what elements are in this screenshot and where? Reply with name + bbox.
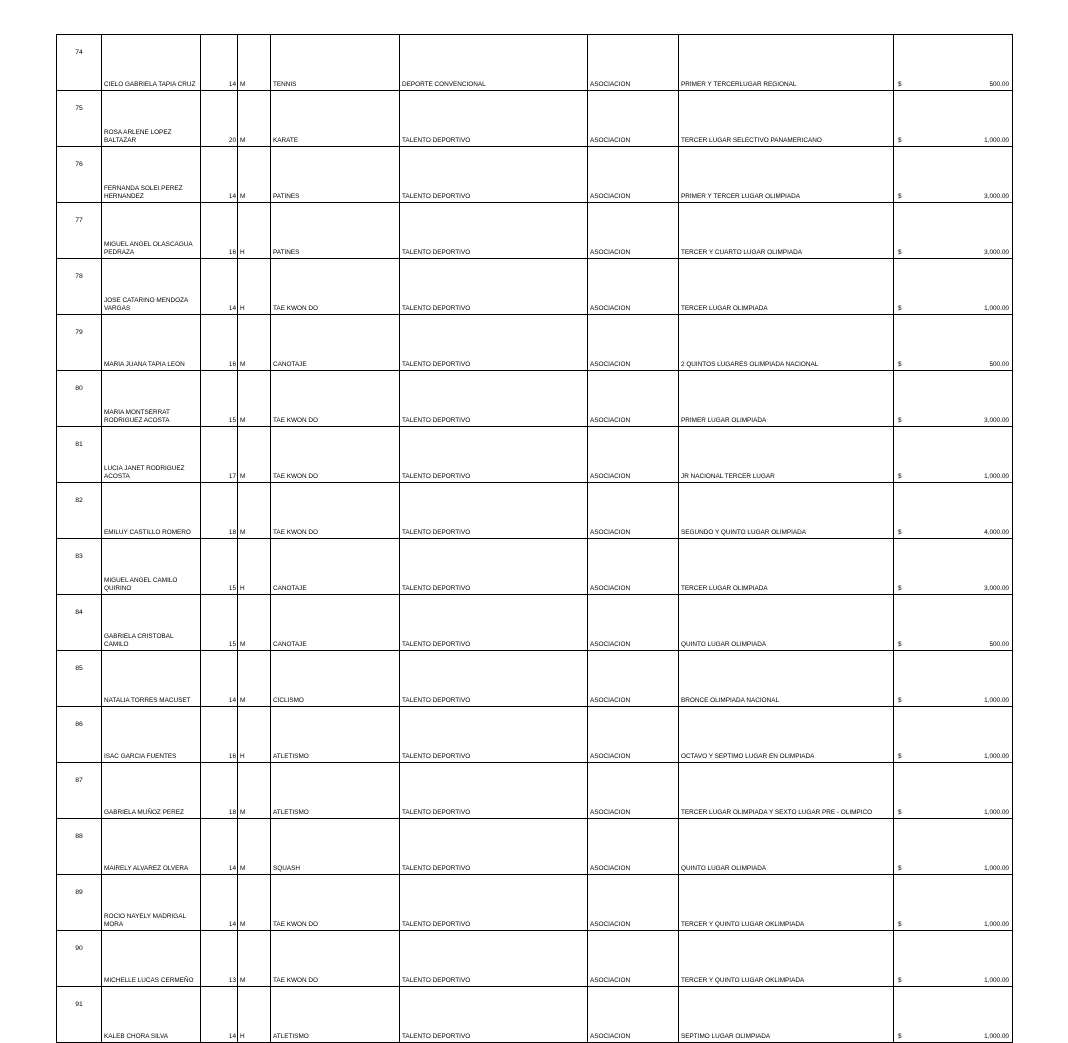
support-category: TALENTO DEPORTIVO (400, 203, 588, 259)
support-category: TALENTO DEPORTIVO (400, 539, 588, 595)
entity-type: ASOCIACION (588, 315, 679, 371)
sport-name: CANOTAJE (271, 539, 400, 595)
athlete-support-sheet (56, 34, 1012, 1043)
achievement-text: SEGUNDO Y QUINTO LUGAR OLIMPIADA (679, 483, 894, 539)
amount-value: 3,000.00 (984, 584, 1009, 592)
sport-name: PATINES (271, 147, 400, 203)
athlete-sex: H (238, 707, 271, 763)
athlete-sex: M (238, 651, 271, 707)
row-number: 78 (57, 259, 102, 315)
entity-type: ASOCIACION (588, 651, 679, 707)
entity-type: ASOCIACION (588, 931, 679, 987)
entity-type: ASOCIACION (588, 147, 679, 203)
row-number: 81 (57, 427, 102, 483)
athlete-age: 15 (201, 539, 238, 595)
athlete-age: 14 (201, 819, 238, 875)
athlete-sex: H (238, 259, 271, 315)
amount-value: 500.00 (989, 640, 1009, 648)
amount-value: 1,000.00 (984, 472, 1009, 480)
amount-cell (894, 819, 1013, 875)
athlete-sex: M (238, 371, 271, 427)
currency-symbol: $ (898, 640, 902, 648)
amount-cell (894, 875, 1013, 931)
entity-type: ASOCIACION (588, 203, 679, 259)
sport-name: SQUASH (271, 819, 400, 875)
athlete-age: 14 (201, 35, 238, 91)
amount-cell (894, 931, 1013, 987)
currency-symbol: $ (898, 136, 902, 144)
row-number: 88 (57, 819, 102, 875)
amount-value: 1,000.00 (984, 304, 1009, 312)
sport-name: TAE KWON DO (271, 483, 400, 539)
currency-symbol: $ (898, 192, 902, 200)
sport-name: TAE KWON DO (271, 931, 400, 987)
athlete-age: 15 (201, 371, 238, 427)
athlete-name: EMILUY CASTILLO ROMERO (102, 483, 201, 539)
achievement-text: OCTAVO Y SEPTIMO LUGAR EN OLIMPIADA (679, 707, 894, 763)
athlete-age: 16 (201, 315, 238, 371)
athlete-sex: M (238, 35, 271, 91)
athlete-name: CIELO GABRIELA TAPIA CRUZ (102, 35, 201, 91)
athlete-age: 14 (201, 875, 238, 931)
sport-name: TENNIS (271, 35, 400, 91)
table-row (57, 595, 1013, 651)
athlete-age: 16 (201, 203, 238, 259)
entity-type: ASOCIACION (588, 707, 679, 763)
sport-name: ATLETISMO (271, 763, 400, 819)
amount-value: 1,000.00 (984, 136, 1009, 144)
athlete-age: 14 (201, 651, 238, 707)
athlete-name: GABRIELA MUÑOZ PEREZ (102, 763, 201, 819)
amount-value: 3,000.00 (984, 248, 1009, 256)
entity-type: ASOCIACION (588, 595, 679, 651)
table-row (57, 203, 1013, 259)
entity-type: ASOCIACION (588, 875, 679, 931)
sport-name: CANOTAJE (271, 595, 400, 651)
athlete-age: 16 (201, 707, 238, 763)
amount-value: 3,000.00 (984, 192, 1009, 200)
amount-value: 500.00 (989, 360, 1009, 368)
currency-symbol: $ (898, 1032, 902, 1040)
sport-name: CANOTAJE (271, 315, 400, 371)
athlete-sex: M (238, 931, 271, 987)
amount-cell (894, 203, 1013, 259)
entity-type: ASOCIACION (588, 259, 679, 315)
currency-symbol: $ (898, 416, 902, 424)
achievement-text: PRIMER Y TERCER LUGAR OLIMPIADA (679, 147, 894, 203)
table-row (57, 763, 1013, 819)
sport-name: KARATE (271, 91, 400, 147)
amount-cell (894, 371, 1013, 427)
athlete-age: 14 (201, 987, 238, 1043)
table-row (57, 987, 1013, 1043)
achievement-text: BRONCE OLIMPIADA NACIONAL (679, 651, 894, 707)
table-row (57, 259, 1013, 315)
athlete-name: JOSE CATARINO MENDOZA VARGAS (102, 259, 201, 315)
entity-type: ASOCIACION (588, 763, 679, 819)
support-category: TALENTO DEPORTIVO (400, 987, 588, 1043)
athlete-sex: M (238, 819, 271, 875)
currency-symbol: $ (898, 248, 902, 256)
athlete-age: 18 (201, 763, 238, 819)
amount-cell (894, 147, 1013, 203)
athlete-age: 14 (201, 259, 238, 315)
row-number: 84 (57, 595, 102, 651)
amount-cell (894, 427, 1013, 483)
support-category: TALENTO DEPORTIVO (400, 315, 588, 371)
achievement-text: 2 QUINTOS LUGARES OLIMPIADA NACIONAL (679, 315, 894, 371)
athlete-sex: M (238, 763, 271, 819)
athlete-name: LUCIA JANET RODRIGUEZ ACOSTA (102, 427, 201, 483)
athlete-age: 20 (201, 91, 238, 147)
amount-cell (894, 595, 1013, 651)
row-number: 82 (57, 483, 102, 539)
amount-cell (894, 707, 1013, 763)
support-category: TALENTO DEPORTIVO (400, 931, 588, 987)
athlete-name: MARIA MONTSERRAT RODRIGUEZ ACOSTA (102, 371, 201, 427)
support-category: TALENTO DEPORTIVO (400, 707, 588, 763)
currency-symbol: $ (898, 752, 902, 760)
athlete-name: ROCIO NAYELY MADRIGAL MORA (102, 875, 201, 931)
amount-value: 1,000.00 (984, 976, 1009, 984)
athlete-name: ISAC GARCIA FUENTES (102, 707, 201, 763)
achievement-text: JR NACIONAL TERCER LUGAR (679, 427, 894, 483)
amount-cell (894, 259, 1013, 315)
athlete-age: 17 (201, 427, 238, 483)
amount-value: 1,000.00 (984, 864, 1009, 872)
sport-name: TAE KWON DO (271, 875, 400, 931)
amount-value: 1,000.00 (984, 696, 1009, 704)
athlete-age: 18 (201, 483, 238, 539)
currency-symbol: $ (898, 808, 902, 816)
entity-type: ASOCIACION (588, 819, 679, 875)
entity-type: ASOCIACION (588, 35, 679, 91)
athlete-table (56, 34, 1013, 1043)
amount-value: 1,000.00 (984, 920, 1009, 928)
achievement-text: TERCER LUGAR SELECTIVO PANAMERICANO (679, 91, 894, 147)
sport-name: TAE KWON DO (271, 371, 400, 427)
amount-value: 4,000.00 (984, 528, 1009, 536)
amount-cell (894, 763, 1013, 819)
athlete-age: 15 (201, 595, 238, 651)
sport-name: TAE KWON DO (271, 427, 400, 483)
table-row (57, 315, 1013, 371)
amount-value: 500.00 (989, 80, 1009, 88)
athlete-name: ROSA ARLENE LOPEZ BALTAZAR (102, 91, 201, 147)
athlete-age: 14 (201, 147, 238, 203)
amount-cell (894, 35, 1013, 91)
athlete-name: MARIA JUANA TAPIA LEON (102, 315, 201, 371)
athlete-sex: M (238, 595, 271, 651)
athlete-name: MAIRELY ALVAREZ OLVERA (102, 819, 201, 875)
table-row (57, 483, 1013, 539)
row-number: 90 (57, 931, 102, 987)
athlete-name: GABRIELA CRISTOBAL CAMILO (102, 595, 201, 651)
table-row (57, 147, 1013, 203)
entity-type: ASOCIACION (588, 427, 679, 483)
athlete-name: MIGUEL ANGEL CAMILO QUIRINO (102, 539, 201, 595)
support-category: DEPORTE CONVENCIONAL (400, 35, 588, 91)
athlete-sex: M (238, 315, 271, 371)
table-row (57, 931, 1013, 987)
table-row (57, 651, 1013, 707)
row-number: 77 (57, 203, 102, 259)
athlete-sex: M (238, 427, 271, 483)
row-number: 89 (57, 875, 102, 931)
amount-value: 1,000.00 (984, 808, 1009, 816)
support-category: TALENTO DEPORTIVO (400, 427, 588, 483)
athlete-sex: M (238, 91, 271, 147)
sport-name: ATLETISMO (271, 987, 400, 1043)
table-body (57, 35, 1013, 1043)
sport-name: CICLISMO (271, 651, 400, 707)
achievement-text: QUINTO LUGAR OLIMPIADA (679, 819, 894, 875)
amount-value: 3,000.00 (984, 416, 1009, 424)
achievement-text: TERCER LUGAR OLIMPIADA (679, 259, 894, 315)
entity-type: ASOCIACION (588, 483, 679, 539)
entity-type: ASOCIACION (588, 987, 679, 1043)
row-number: 83 (57, 539, 102, 595)
support-category: TALENTO DEPORTIVO (400, 259, 588, 315)
achievement-text: PRIMER LUGAR OLIMPIADA (679, 371, 894, 427)
row-number: 79 (57, 315, 102, 371)
currency-symbol: $ (898, 472, 902, 480)
currency-symbol: $ (898, 920, 902, 928)
amount-cell (894, 987, 1013, 1043)
support-category: TALENTO DEPORTIVO (400, 651, 588, 707)
table-row (57, 819, 1013, 875)
table-row (57, 539, 1013, 595)
athlete-sex: H (238, 203, 271, 259)
athlete-sex: M (238, 875, 271, 931)
table-row (57, 35, 1013, 91)
achievement-text: TERCER Y QUINTO LUGAR OKLIMPIADA (679, 875, 894, 931)
support-category: TALENTO DEPORTIVO (400, 595, 588, 651)
achievement-text: QUINTO LUGAR OLIMPIADA (679, 595, 894, 651)
entity-type: ASOCIACION (588, 371, 679, 427)
amount-cell (894, 483, 1013, 539)
row-number: 91 (57, 987, 102, 1043)
athlete-sex: H (238, 539, 271, 595)
amount-value: 1,000.00 (984, 1032, 1009, 1040)
currency-symbol: $ (898, 696, 902, 704)
achievement-text: TERCER Y CUARTO LUGAR OLIMPIADA (679, 203, 894, 259)
sport-name: PATINES (271, 203, 400, 259)
amount-cell (894, 91, 1013, 147)
sport-name: ATLETISMO (271, 707, 400, 763)
support-category: TALENTO DEPORTIVO (400, 147, 588, 203)
athlete-name: MIGUEL ANGEL OLASCAGUA PEDRAZA (102, 203, 201, 259)
table-row (57, 371, 1013, 427)
sport-name: TAE KWON DO (271, 259, 400, 315)
row-number: 87 (57, 763, 102, 819)
support-category: TALENTO DEPORTIVO (400, 371, 588, 427)
table-row (57, 707, 1013, 763)
support-category: TALENTO DEPORTIVO (400, 875, 588, 931)
row-number: 76 (57, 147, 102, 203)
amount-cell (894, 315, 1013, 371)
achievement-text: TERCER LUGAR OLIMPIADA Y SEXTO LUGAR PRE - OLIMPICO (679, 763, 894, 819)
athlete-sex: M (238, 483, 271, 539)
table-row (57, 91, 1013, 147)
entity-type: ASOCIACION (588, 91, 679, 147)
currency-symbol: $ (898, 80, 902, 88)
currency-symbol: $ (898, 584, 902, 592)
achievement-text: PRIMER Y TERCERLUGAR REGIONAL (679, 35, 894, 91)
entity-type: ASOCIACION (588, 539, 679, 595)
row-number: 75 (57, 91, 102, 147)
athlete-sex: H (238, 987, 271, 1043)
row-number: 80 (57, 371, 102, 427)
row-number: 74 (57, 35, 102, 91)
currency-symbol: $ (898, 304, 902, 312)
achievement-text: TERCER Y QUINTO LUGAR OKLIMPIADA (679, 931, 894, 987)
currency-symbol: $ (898, 864, 902, 872)
table-row (57, 427, 1013, 483)
athlete-age: 13 (201, 931, 238, 987)
currency-symbol: $ (898, 528, 902, 536)
support-category: TALENTO DEPORTIVO (400, 763, 588, 819)
athlete-name: KALEB CHORA SILVA (102, 987, 201, 1043)
athlete-name: NATALIA TORRES MACUSET (102, 651, 201, 707)
amount-cell (894, 651, 1013, 707)
currency-symbol: $ (898, 976, 902, 984)
support-category: TALENTO DEPORTIVO (400, 91, 588, 147)
support-category: TALENTO DEPORTIVO (400, 819, 588, 875)
athlete-name: FERNANDA SOLEI PEREZ HERNANDEZ (102, 147, 201, 203)
support-category: TALENTO DEPORTIVO (400, 483, 588, 539)
achievement-text: SEPTIMO LUGAR OLIMPIADA (679, 987, 894, 1043)
amount-value: 1,000.00 (984, 752, 1009, 760)
athlete-name: MICHELLE LUCAS CERMEÑO (102, 931, 201, 987)
row-number: 85 (57, 651, 102, 707)
achievement-text: TERCER LUGAR OLIMPIADA (679, 539, 894, 595)
athlete-sex: M (238, 147, 271, 203)
currency-symbol: $ (898, 360, 902, 368)
table-row (57, 875, 1013, 931)
row-number: 86 (57, 707, 102, 763)
amount-cell (894, 539, 1013, 595)
